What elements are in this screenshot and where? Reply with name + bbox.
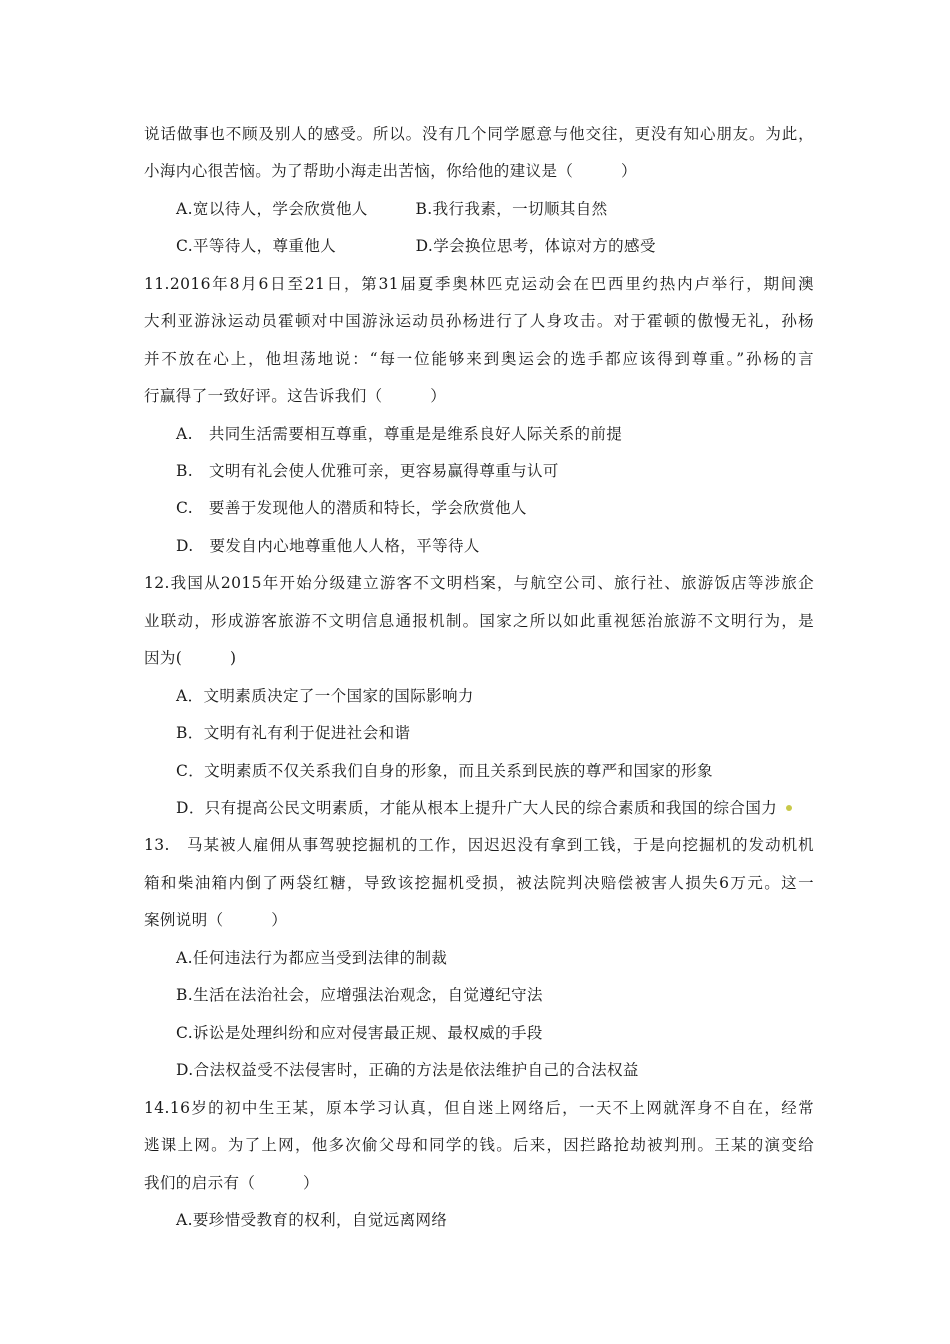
question-10-stem-line-2: 小海内心很苦恼。为了帮助小海走出苦恼，你给他的建议是（ ） (144, 162, 637, 180)
question-12-option-a: A．文明素质决定了一个国家的国际影响力 (176, 687, 474, 705)
question-13-option-a: A.任何违法行为都应当受到法律的制裁 (176, 949, 448, 967)
question-13-stem-line-1: 13. 马某被人雇佣从事驾驶挖掘机的工作，因迟迟没有拿到工钱，于是向挖掘机的发动机机 (144, 836, 814, 854)
question-11-option-c: C. 要善于发现他人的潜质和特长，学会欣赏他人 (176, 499, 527, 517)
question-12-stem-line-2: 业联动，形成游客旅游不文明信息通报机制。国家之所以如此重视惩治旅游不文明行为，是 (144, 612, 814, 630)
question-12-stem-line-1: 12.我国从2015年开始分级建立游客不文明档案，与航空公司、旅行社、旅游饭店等涉旅企 (144, 574, 814, 592)
question-12-stem-line-3: 因为( ) (144, 649, 237, 667)
question-12-option-c: C．文明素质不仅关系我们自身的形象，而且关系到民族的尊严和国家的形象 (176, 762, 713, 780)
question-11-stem-line-1: 11.2016年8月6日至21日，第31届夏季奥林匹克运动会在巴西里约热内卢举行，期间澳 (144, 275, 814, 293)
question-13-option-d: D.合法权益受不法侵害时，正确的方法是依法维护自己的合法权益 (176, 1061, 639, 1079)
question-11-option-b: B. 文明有礼会使人优雅可亲，更容易赢得尊重与认可 (176, 462, 559, 480)
question-11-stem-line-2: 大利亚游泳运动员霍顿对中国游泳运动员孙杨进行了人身攻击。对于霍顿的傲慢无礼，孙杨 (144, 312, 814, 330)
question-13-stem-line-2: 箱和柴油箱内倒了两袋红糖，导致该挖掘机受损，被法院判决赔偿被害人损失6万元。这一 (144, 874, 814, 892)
question-11-stem-line-3: 并不放在心上，他坦荡地说：“每一位能够来到奥运会的选手都应该得到尊重。”孙杨的言 (144, 350, 814, 368)
question-10-options-ab: A.宽以待人，学会欣赏他人 B.我行我素，一切顺其自然 (176, 200, 608, 218)
question-14-stem-line-2: 逃课上网。为了上网，他多次偷父母和同学的钱。后来，因拦路抢劫被判刑。王某的演变给 (144, 1136, 814, 1154)
question-10-stem-line-1: 说话做事也不顾及别人的感受。所以。没有几个同学愿意与他交往，更没有知心朋友。为此， (144, 125, 814, 143)
question-14-stem-line-3: 我们的启示有（ ） (144, 1174, 319, 1192)
question-13-option-c: C.诉讼是处理纠纷和应对侵害最正规、最权威的手段 (176, 1024, 543, 1042)
question-13-stem-line-3: 案例说明（ ） (144, 911, 288, 929)
question-14-stem-line-1: 14.16岁的初中生王某，原本学习认真，但自迷上网络后，一天不上网就浑身不自在，经常 (144, 1099, 814, 1117)
question-14-option-a: A.要珍惜受教育的权利，自觉远离网络 (176, 1211, 448, 1229)
ink-dot-mark (786, 805, 792, 811)
question-11-option-a: A. 共同生活需要相互尊重，尊重是是维系良好人际关系的前提 (176, 425, 623, 443)
question-11-stem-line-4: 行赢得了一致好评。这告诉我们（ ） (144, 387, 447, 405)
question-10-options-cd: C.平等待人，尊重他人 D.学会换位思考，体谅对方的感受 (176, 237, 656, 255)
question-11-option-d: D. 要发自内心地尊重他人人格，平等待人 (176, 537, 480, 555)
question-12-option-d: D．只有提高公民文明素质，才能从根本上提升广大人民的综合素质和我国的综合国力 (176, 799, 778, 817)
question-12-option-b: B．文明有礼有利于促进社会和谐 (176, 724, 411, 742)
question-13-option-b: B.生活在法治社会，应增强法治观念，自觉遵纪守法 (176, 986, 543, 1004)
